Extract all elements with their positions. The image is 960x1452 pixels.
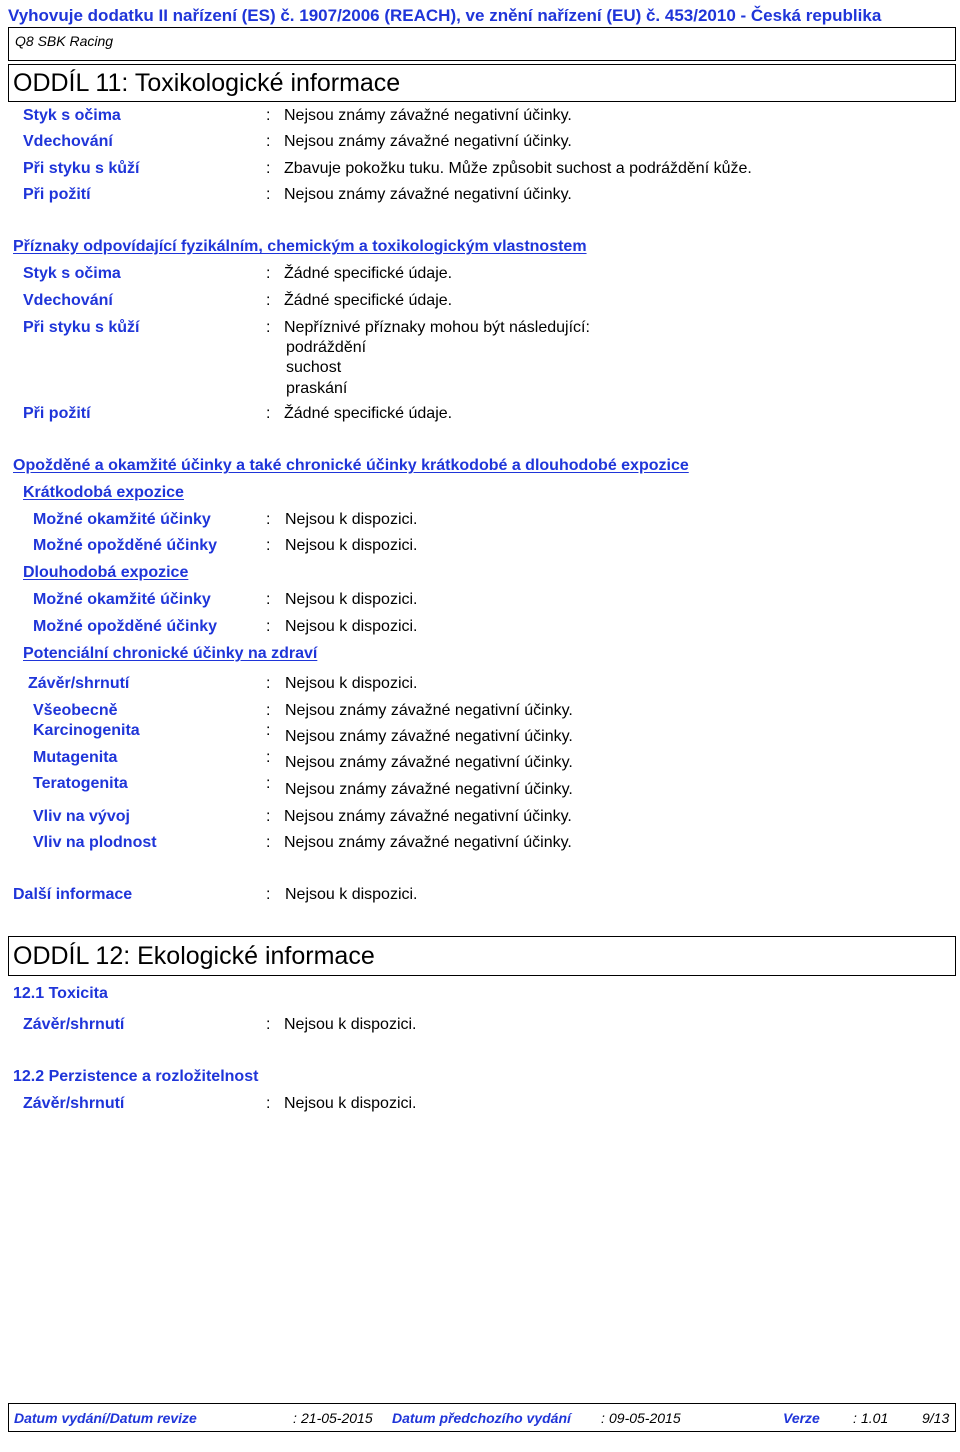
colon: : [266, 133, 271, 150]
effect-value: Nejsou k dispozici. [285, 511, 418, 528]
chronic-heading: Potenciální chronické účinky na zdraví [23, 645, 318, 662]
colon: : [266, 292, 271, 309]
colon: : [266, 808, 271, 825]
chronic-value: Nejsou známy závažné negativní účinky. [285, 754, 573, 771]
effect-label: Možné okamžité účinky [33, 511, 211, 528]
long-exposure-heading: Dlouhodobá expozice [23, 564, 189, 581]
effect-label: Možné okamžité účinky [33, 591, 211, 608]
colon: : [266, 749, 271, 766]
summary-value: Nejsou k dispozici. [285, 675, 418, 692]
route-value: Zbavuje pokožku tuku. Může způsobit suchost a podráždění kůže. [284, 160, 752, 177]
section11-title-box [8, 64, 956, 102]
route-value: Nejsou známy závažné negativní účinky. [284, 107, 572, 124]
effect-value: Nejsou k dispozici. [285, 618, 418, 635]
issue-date: 21-05-2015 [301, 1410, 373, 1426]
regulation-header: Vyhovuje dodatku II nařízení (ES) č. 1907/2006 (REACH), ve znění nařízení (EU) č. 453/2010 - Česká republika [8, 6, 882, 25]
chronic-label: Teratogenita [33, 775, 128, 792]
chronic-value: Nejsou známy závažné negativní účinky. [284, 808, 572, 825]
symptom-value: Žádné specifické údaje. [284, 292, 453, 309]
colon: : [266, 405, 271, 422]
summary-value: Nejsou k dispozici. [284, 1095, 417, 1112]
colon: : [266, 319, 271, 336]
version-number: 1.01 [861, 1410, 889, 1426]
colon: : [266, 702, 271, 719]
section11-title: ODDÍL 11: Toxikologické informace [13, 69, 401, 97]
previous-date: 09-05-2015 [609, 1410, 681, 1426]
effect-value: Nejsou k dispozici. [285, 537, 418, 554]
colon: : [266, 722, 271, 739]
colon: : [293, 1410, 297, 1426]
product-name-box [8, 27, 956, 61]
route-label: Při styku s kůží [23, 160, 140, 177]
colon: : [601, 1410, 605, 1426]
footer-box [8, 1403, 956, 1432]
colon: : [266, 775, 271, 792]
other-info-label: Další informace [13, 886, 133, 903]
effect-label: Možné opožděné účinky [33, 618, 218, 635]
colon: : [266, 537, 271, 554]
colon: : [266, 186, 271, 203]
colon: : [266, 834, 271, 851]
delayed-heading: Opožděné a okamžité účinky a také chronické účinky krátkodobé a dlouhodobé expozice [13, 457, 689, 474]
symptom-label: Při požití [23, 405, 91, 422]
chronic-label: Vliv na vývoj [33, 808, 130, 825]
symptom-value: Nepříznivé příznaky mohou být následující: [284, 319, 590, 336]
route-label: Styk s očima [23, 107, 121, 124]
chronic-value: Nejsou známy závažné negativní účinky. [285, 781, 573, 798]
symptom-list-item: podráždění [286, 339, 367, 356]
page-number: 9/13 [922, 1410, 950, 1426]
summary-label: Závěr/shrnutí [23, 1095, 125, 1112]
persistence-heading: 12.2 Perzistence a rozložitelnost [13, 1068, 259, 1085]
chronic-label: Všeobecně [33, 702, 118, 719]
chronic-label: Karcinogenita [33, 722, 140, 739]
colon: : [266, 591, 271, 608]
summary-label: Závěr/shrnutí [28, 675, 130, 692]
chronic-value: Nejsou známy závažné negativní účinky. [285, 728, 573, 745]
other-info-value: Nejsou k dispozici. [285, 886, 418, 903]
symptoms-heading: Příznaky odpovídající fyzikálním, chemickým a toxikologickým vlastnostem [13, 238, 587, 255]
colon: : [266, 107, 271, 124]
toxicity-heading: 12.1 Toxicita [13, 985, 108, 1002]
colon: : [266, 675, 271, 692]
chronic-value: Nejsou známy závažné negativní účinky. [284, 834, 572, 851]
colon: : [266, 265, 271, 282]
summary-label: Závěr/shrnutí [23, 1016, 125, 1033]
summary-value: Nejsou k dispozici. [284, 1016, 417, 1033]
colon: : [266, 511, 271, 528]
chronic-label: Vliv na plodnost [33, 834, 157, 851]
issue-date-label: Datum vydání/Datum revize [14, 1410, 197, 1426]
effect-value: Nejsou k dispozici. [285, 591, 418, 608]
symptom-list-item: suchost [286, 359, 342, 376]
symptom-value: Žádné specifické údaje. [284, 405, 453, 422]
colon: : [266, 618, 271, 635]
symptom-label: Styk s očima [23, 265, 121, 282]
colon: : [266, 160, 271, 177]
section12-title-box [8, 936, 956, 976]
chronic-label: Mutagenita [33, 749, 118, 766]
section12-title: ODDÍL 12: Ekologické informace [13, 942, 375, 970]
symptom-list-item: praskání [286, 380, 348, 397]
colon: : [853, 1410, 857, 1426]
symptom-label: Při styku s kůží [23, 319, 140, 336]
product-name: Q8 SBK Racing [15, 33, 114, 49]
short-exposure-heading: Krátkodobá expozice [23, 484, 184, 501]
previous-date-label: Datum předchozího vydání [392, 1410, 571, 1426]
route-value: Nejsou známy závažné negativní účinky. [284, 133, 572, 150]
colon: : [266, 1016, 271, 1033]
effect-label: Možné opožděné účinky [33, 537, 218, 554]
version-label: Verze [783, 1410, 820, 1426]
route-label: Při požití [23, 186, 91, 203]
colon: : [266, 1095, 271, 1112]
route-value: Nejsou známy závažné negativní účinky. [284, 186, 572, 203]
symptom-value: Žádné specifické údaje. [284, 265, 453, 282]
route-label: Vdechování [23, 133, 113, 150]
colon: : [266, 886, 271, 903]
chronic-value: Nejsou známy závažné negativní účinky. [285, 702, 573, 719]
symptom-label: Vdechování [23, 292, 113, 309]
